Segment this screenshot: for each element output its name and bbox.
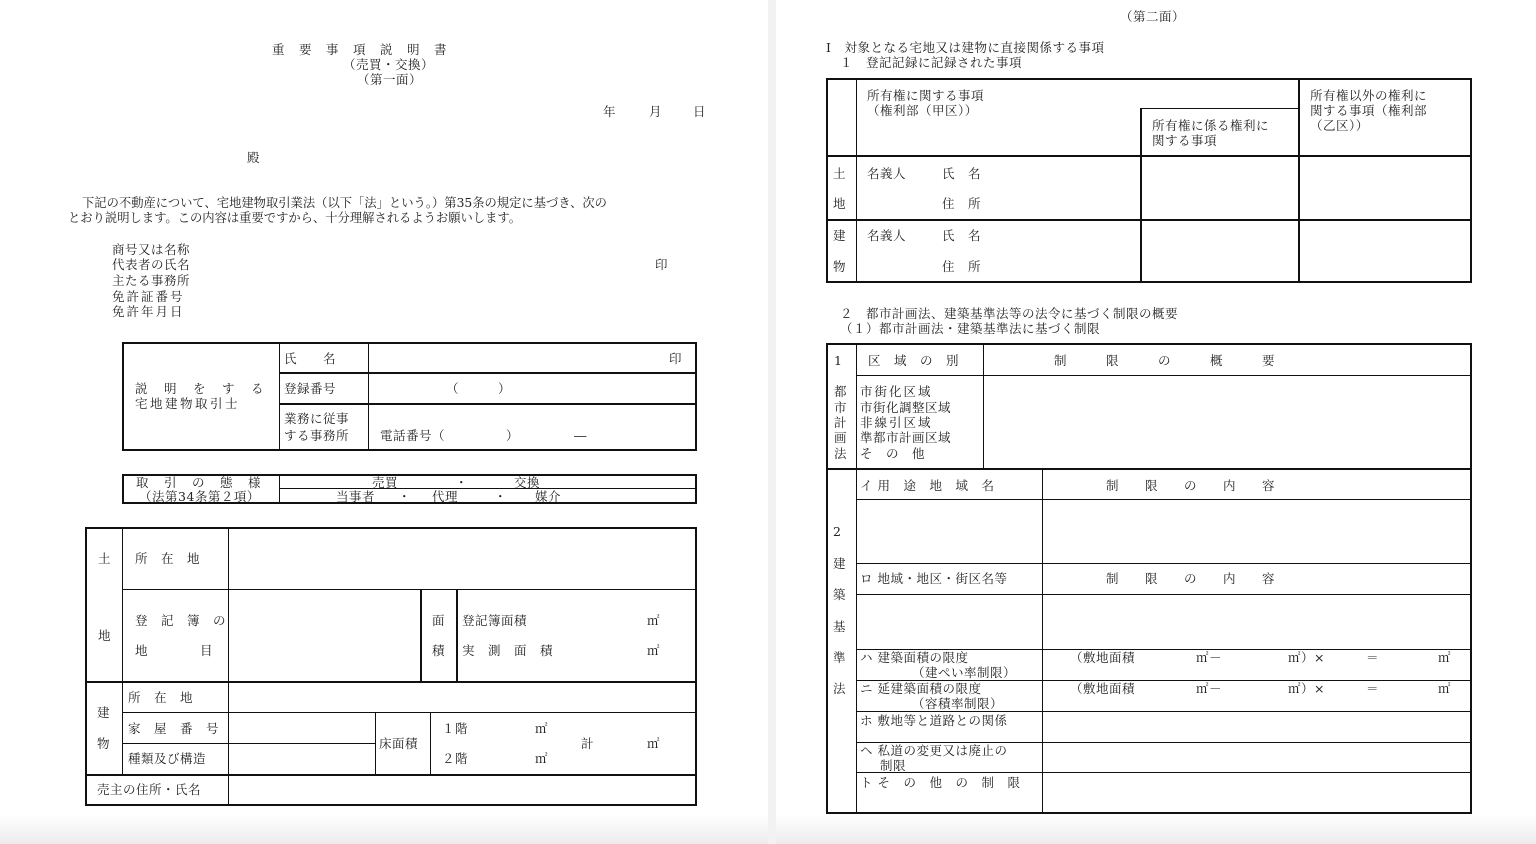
zone-non-delineated: 非線引区域 <box>860 415 933 430</box>
area-unit: ㎡ <box>647 613 661 628</box>
type-structure-label: 種類及び構造 <box>128 751 207 766</box>
agent-header-line-2: 宅地建物取引士 <box>135 396 241 411</box>
use-district-label: イ 用 途 地 域 名 <box>860 478 995 493</box>
floor-area-limit-label: ニ 延建築面積の限度 <box>860 681 982 696</box>
other-rights-header-1: 所有権以外の権利に <box>1310 88 1428 103</box>
company-seal-mark: 印 <box>655 257 669 272</box>
land-char-2: 地 <box>833 196 847 211</box>
dot-separator: ・ <box>398 489 412 504</box>
seller-label: 売主の住所・氏名 <box>97 782 202 797</box>
measured-area-label: 実 測 面 積 <box>462 643 554 658</box>
building-char-2: 物 <box>833 259 847 274</box>
license-number-label: 免許証番号 <box>112 289 185 304</box>
land-holder-address-label: 住 所 <box>942 196 982 211</box>
section-2-1-heading: （１）都市計画法・建築基準法に基づく制限 <box>840 321 1101 336</box>
page-label: （第一面） <box>357 72 423 87</box>
restriction-summary-header: 制 限 の 概 要 <box>1054 353 1276 368</box>
dot-separator: ・ <box>455 475 469 490</box>
office-label-line-2: する事務所 <box>284 428 350 443</box>
zone-urbanization-control: 市街化調整区域 <box>860 400 952 415</box>
area-unit: ㎡ <box>647 643 661 658</box>
land-location-label: 所 在 地 <box>135 551 201 566</box>
phone-dash: ― <box>574 428 587 443</box>
main-office-label: 主たる事務所 <box>112 273 191 288</box>
building-char-2: 物 <box>97 736 111 751</box>
section-i-heading: Ⅰ 対象となる宅地又は建物に直接関係する事項 <box>826 40 1105 55</box>
zone-urbanization: 市街化区域 <box>860 384 933 399</box>
exchange-option: 交換 <box>514 475 541 490</box>
house-number-label: 家 屋 番 号 <box>128 721 220 736</box>
other-rights-header-3: （乙区）） <box>1310 118 1369 133</box>
registration-number-label: 登録番号 <box>284 381 337 396</box>
agent-header-line-1: 説 明 を す る <box>135 381 266 396</box>
intro-line-2: とおり説明します。この内容は重要ですから、十分理解されるようお願いします。 <box>68 211 522 225</box>
phone-paren-close: ） <box>506 428 520 443</box>
related-rights-header-1: 所有権に係る権利に <box>1152 118 1270 133</box>
formula-unit-minus: ㎡－ <box>1196 681 1223 696</box>
section-number-1: 1 <box>834 353 843 368</box>
city-plan-char-5: 法 <box>834 446 848 461</box>
party-option: 当事者 <box>336 489 376 504</box>
other-restrictions-label: ト そ の 他 の 制 限 <box>860 775 1021 790</box>
building-holder-address-label: 住 所 <box>942 259 982 274</box>
formula-unit: ㎡ <box>1438 681 1452 696</box>
office-label-line-1: 業務に従事 <box>284 411 350 426</box>
district-name-label: ロ 地域・地区・街区名等 <box>860 571 1008 586</box>
formula-equals: ＝ <box>1366 681 1380 696</box>
ownership-header-2: （権利部（甲区）） <box>867 103 978 118</box>
coverage-limit-label: ハ 建築面積の限度 <box>860 650 969 665</box>
intro-line-1: 下記の不動産について、宅地建物取引業法（以下「法」という。）第35条の規定に基づき、次の <box>82 196 607 210</box>
formula-unit: ㎡ <box>1438 650 1452 665</box>
private-road-label-2: 制限 <box>880 758 907 773</box>
city-plan-char-2: 市 <box>834 400 848 415</box>
section-number-2: 2 <box>833 524 842 539</box>
building-char-1: 建 <box>833 228 847 243</box>
first-floor-label: １階 <box>442 721 469 736</box>
page-two <box>776 0 1536 844</box>
transaction-label-1: 取 引 の 態 様 <box>136 475 263 490</box>
building-law-char-2: 築 <box>833 587 847 602</box>
section-1-heading: １ 登記記録に記録された事項 <box>840 55 1023 70</box>
land-char-2: 地 <box>98 628 112 643</box>
area-char-1: 面 <box>432 613 446 628</box>
building-char-1: 建 <box>97 705 111 720</box>
area-unit: ㎡ <box>535 721 549 736</box>
building-law-char-5: 法 <box>833 681 847 696</box>
road-relation-label: ホ 敷地等と道路との関係 <box>860 713 1008 728</box>
license-date-label: 免許年月日 <box>112 304 185 319</box>
brokerage-option: 媒介 <box>535 489 562 504</box>
formula-unit-minus: ㎡－ <box>1196 650 1223 665</box>
ownership-header-1: 所有権に関する事項 <box>867 88 985 103</box>
representative-label: 代表者の氏名 <box>112 257 191 272</box>
zone-type-header: 区 域 の 別 <box>868 353 960 368</box>
land-char-1: 土 <box>833 166 847 181</box>
area-unit: ㎡ <box>535 751 549 766</box>
registry-land-category-label-2: 地 目 <box>135 643 214 658</box>
private-road-label-1: ヘ 私道の変更又は廃止の <box>860 743 1008 758</box>
zone-quasi-city-plan: 準都市計画区域 <box>860 430 952 445</box>
dot-separator: ・ <box>494 489 508 504</box>
total-label: 計 <box>581 736 595 751</box>
floor-area-label: 床面積 <box>379 736 419 751</box>
date-day-label: 日 <box>693 104 707 119</box>
city-plan-char-3: 計 <box>834 415 848 430</box>
phone-label: 電話番号（ <box>380 428 446 443</box>
floor-area-limit-sub: （容積率制限） <box>912 696 1004 711</box>
building-law-char-1: 建 <box>833 556 847 571</box>
company-name-label: 商号又は名称 <box>112 242 191 257</box>
building-holder-name-label: 氏 名 <box>942 228 982 243</box>
formula-unit-close: ㎡）× <box>1288 681 1325 696</box>
land-char-1: 土 <box>98 551 112 566</box>
sale-option: 売買 <box>372 475 399 490</box>
section-2-heading: ２ 都市計画法、建築基準法等の法令に基づく制限の概要 <box>840 306 1179 321</box>
restriction-content-header: 制 限 の 内 容 <box>1106 478 1276 493</box>
document-subtitle: （売買・交換） <box>343 57 435 72</box>
registry-land-category-label-1: 登 記 簿 の <box>135 613 227 628</box>
agency-option: 代理 <box>432 489 459 504</box>
addressee-suffix: 殿 <box>247 150 261 165</box>
date-year-label: 年 <box>603 104 617 119</box>
transaction-label-2: （法第34条第２項） <box>139 489 260 504</box>
area-char-2: 積 <box>432 643 446 658</box>
date-month-label: 月 <box>649 104 663 119</box>
document-title: 重 要 事 項 説 明 書 <box>272 42 448 57</box>
city-plan-char-4: 画 <box>834 430 848 445</box>
area-unit: ㎡ <box>647 736 661 751</box>
agent-name-label: 氏 名 <box>284 351 337 366</box>
land-holder-label: 名義人 <box>867 166 907 181</box>
land-holder-name-label: 氏 名 <box>942 166 982 181</box>
agent-seal-mark: 印 <box>669 351 683 366</box>
building-law-char-4: 準 <box>833 650 847 665</box>
city-plan-char-1: 都 <box>834 384 848 399</box>
restriction-content-header: 制 限 の 内 容 <box>1106 571 1276 586</box>
other-rights-header-2: 関する事項（権利部 <box>1310 103 1428 118</box>
zone-other: そ の 他 <box>860 446 926 461</box>
building-holder-label: 名義人 <box>867 228 907 243</box>
formula-unit-close: ㎡）× <box>1288 650 1325 665</box>
formula-open: （敷地面積 <box>1070 650 1136 665</box>
coverage-limit-sub: （建ぺい率制限） <box>912 665 1017 680</box>
formula-open: （敷地面積 <box>1070 681 1136 696</box>
registered-area-label: 登記簿面積 <box>462 613 528 628</box>
formula-equals: ＝ <box>1366 650 1380 665</box>
related-rights-header-2: 関する事項 <box>1152 133 1218 148</box>
building-law-char-3: 基 <box>833 619 847 634</box>
building-location-label: 所 在 地 <box>128 690 194 705</box>
page-label: （第二面） <box>1120 9 1186 24</box>
second-floor-label: ２階 <box>442 751 469 766</box>
registration-paren: （ ） <box>446 381 512 396</box>
